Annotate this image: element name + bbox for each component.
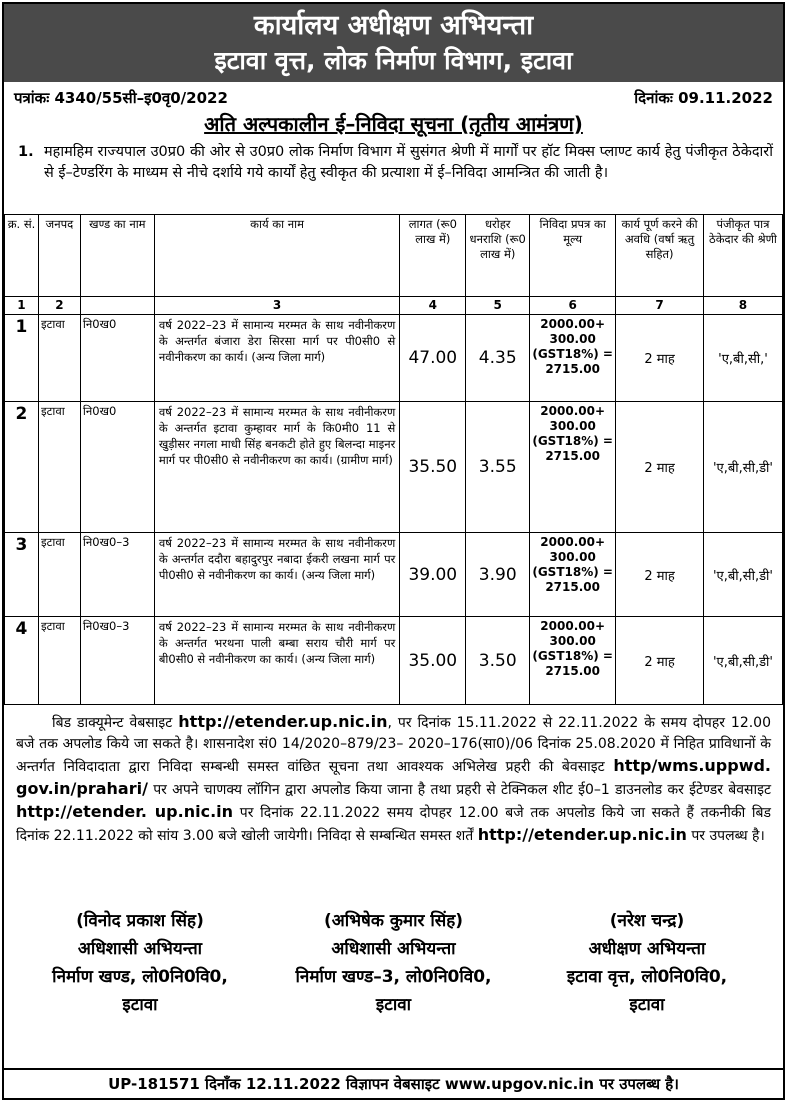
row-class: 'ए,बी,सी,डी' <box>703 617 782 705</box>
reference-row <box>4 82 783 110</box>
row-division: नि0ख0–3 <box>80 617 154 705</box>
column-number-row <box>5 297 783 315</box>
signatory-place: इटावा <box>629 995 665 1015</box>
row-district: इटावा <box>38 617 80 705</box>
row-time: 2 माह <box>616 617 704 705</box>
signatory-designation: अधिशासी अभियन्ता <box>331 939 456 959</box>
fee-line: 300.00 <box>549 332 596 346</box>
signatory <box>20 907 260 1027</box>
col-number: 7 <box>616 297 704 315</box>
intro-number: 1. <box>18 144 34 160</box>
signatory-place: इटावा <box>122 995 158 1015</box>
tender-table <box>4 214 783 705</box>
col-header: धरोहर धनराशि (रू0 लाख में) <box>466 215 530 297</box>
bid-text-1: बिड डाक्यूमेन्ट वेबसाइट <box>52 715 173 731</box>
col-number: 1 <box>5 297 39 315</box>
signatory-office: इटावा वृत्त, लो0नि0वि0, <box>566 967 728 987</box>
row-cost: 39.00 <box>400 533 466 617</box>
row-district: इटावा <box>38 533 80 617</box>
fee-line: (GST18%) = <box>532 347 613 361</box>
office-title: कार्यालय अधीक्षण अभियन्ता <box>253 10 534 41</box>
row-division: नि0ख0–3 <box>80 533 154 617</box>
row-class: 'ए,बी,सी,डी' <box>703 533 782 617</box>
office-header <box>4 4 783 82</box>
row-serial: 3 <box>5 533 39 617</box>
signatory-name: (अभिषेक कुमार सिंह) <box>323 911 464 931</box>
row-fee <box>530 617 616 705</box>
fee-line: 2715.00 <box>545 449 600 463</box>
prahari-link[interactable]: http/wms.uppwd. gov.in/prahari/ <box>16 756 772 798</box>
row-time: 2 माह <box>616 533 704 617</box>
tender-notice <box>2 2 785 1100</box>
fee-line: 2715.00 <box>545 362 600 376</box>
col-header: खण्ड का नाम <box>80 215 154 297</box>
row-time: 2 माह <box>616 402 704 533</box>
etender-link-2[interactable]: http://etender. up.nic.in <box>16 802 234 821</box>
col-number: 3 <box>154 297 399 315</box>
row-fee <box>530 402 616 533</box>
row-earnest: 3.50 <box>466 617 530 705</box>
signatory-place: इटावा <box>375 995 412 1015</box>
col-number: 8 <box>703 297 782 315</box>
fee-line: 300.00 <box>549 419 596 433</box>
table-row <box>5 402 783 533</box>
row-earnest: 3.55 <box>466 402 530 533</box>
office-subtitle: इटावा वृत्त, लोक निर्माण विभाग, इटावा <box>214 46 573 75</box>
col-header: लागत (रू0 लाख में) <box>400 215 466 297</box>
signatory-name: (विनोद प्रकाश सिंह) <box>76 911 204 931</box>
fee-line: 2000.00+ <box>540 404 606 418</box>
row-fee <box>530 533 616 617</box>
fee-line: 300.00 <box>549 550 596 564</box>
table-row <box>5 533 783 617</box>
col-header: क्र. सं. <box>5 215 39 297</box>
row-class: 'ए,बी,सी,' <box>703 315 782 402</box>
col-number: 4 <box>400 297 466 315</box>
fee-line: 300.00 <box>549 634 596 648</box>
row-cost: 35.50 <box>400 402 466 533</box>
row-work: वर्ष 2022–23 में सामान्य मरम्मत के साथ नवीनीकरण के अन्तर्गत ददौरा बहादुरपुर नबादा ईकरी लखना मार्ग पर पी0सी0 से नवीनीकरण का कार्य। (अन्य जिला मार्ग) <box>154 533 399 617</box>
etender-link-3[interactable]: http://etender.up.nic.in <box>477 825 687 844</box>
letter-date: दिनांकः 09.11.2022 <box>634 89 773 107</box>
col-header: निविदा प्रपत्र का मूल्य <box>530 215 616 297</box>
notice-subject: अति अल्पकालीन ई–निविदा सूचना (तृतीय आमंत्रण) <box>204 112 583 136</box>
signatory-office: निर्माण खण्ड–3, लो0नि0वि0, <box>295 967 492 987</box>
bid-text-2: , पर दिनांक 15.11.2022 से 22.11.2022 के समय दोपहर 12.00 बजे तक अपलोड किये जा सकते है। शासनादेश सं0 14/2020–879/23– 2020–176(सा0)/06 दिनांक 25.08.2020 में निहित प्राविधानों के अन्तर्गत निविदादाता द्वारा निविदा सम्बन्धी समस्त वांछित सूचना तथा आवश्यक अभिलेख प्रहरी की बेवसाइट <box>16 715 771 775</box>
col-header: पंजीकृत पात्र ठेकेदार की श्रेणी <box>703 215 782 297</box>
table-row <box>5 315 783 402</box>
fee-line: 2000.00+ <box>540 619 606 633</box>
bid-text-5: पर उपलब्ध है। <box>691 828 765 844</box>
row-fee <box>530 315 616 402</box>
row-division: नि0ख0 <box>80 315 154 402</box>
fee-line: (GST18%) = <box>532 434 613 448</box>
signatory-designation: अधिशासी अभियन्ता <box>77 939 203 959</box>
advertisement-footer: UP-181571 दिनाँक 12.11.2022 विज्ञापन वेबसाइट www.upgov.nic.in पर उपलब्ध है। <box>4 1068 783 1098</box>
col-number: 6 <box>530 297 616 315</box>
row-division: नि0ख0 <box>80 402 154 533</box>
etender-link[interactable]: http://etender.up.nic.in <box>178 712 388 731</box>
fee-line: 2000.00+ <box>540 535 606 549</box>
signatory <box>527 907 767 1027</box>
col-header: कार्य का नाम <box>154 215 399 297</box>
row-serial: 2 <box>5 402 39 533</box>
col-number <box>80 297 154 315</box>
fee-line: 2715.00 <box>545 580 600 594</box>
fee-line: (GST18%) = <box>532 649 613 663</box>
row-cost: 47.00 <box>400 315 466 402</box>
signatory-name: (नरेश चन्द्र) <box>609 911 685 931</box>
row-work: वर्ष 2022–23 में सामान्य मरम्मत के साथ नवीनीकरण के अन्तर्गत इटावा कुम्हावर मार्ग के कि0मी0 11 से खुड़ीसर नगला माधी सिंह बनकटी होते हुए बिलन्दा माइनर मार्ग पर पी0सी0 से नवीनीकरण का कार्य। (ग्रामीण मार्ग) <box>154 402 399 533</box>
col-header: कार्य पूर्ण करने की अवधि (वर्षा ऋतु सहित) <box>616 215 704 297</box>
col-number: 2 <box>38 297 80 315</box>
row-class: 'ए,बी,सी,डी' <box>703 402 782 533</box>
row-district: इटावा <box>38 402 80 533</box>
row-earnest: 4.35 <box>466 315 530 402</box>
row-serial: 1 <box>5 315 39 402</box>
col-header: जनपद <box>38 215 80 297</box>
table-header-row <box>5 215 783 297</box>
row-earnest: 3.90 <box>466 533 530 617</box>
table-row <box>5 617 783 705</box>
bid-text-3: पर अपने चाणक्य लॉगिन द्वारा अपलोड किया जाना है तथा प्रहरी से टेक्निकल शीट ई0–1 डाउनलोड कर ईटेण्डर बेवसाइट <box>153 782 772 798</box>
signatory-designation: अधीक्षण अभियन्ता <box>588 939 706 959</box>
bid-instructions <box>4 705 783 901</box>
intro-text: महामहिम राज्यपाल उ0प्र0 की ओर से उ0प्र0 लोक निर्माण विभाग में सुसंगत श्रेणी में मार्गों पर हॉट मिक्स प्लाण्ट कार्य हेतु पंजीकृत ठेकेदारों से ई–टेण्डरिंग के माध्यम से नीचे दर्शाये गये कार्यों हेतु स्वीकृत की प्रत्याशा में ई–निविदा आमन्त्रित की जाती है। <box>44 144 773 181</box>
intro-paragraph <box>4 142 783 214</box>
fee-line: 2000.00+ <box>540 317 606 331</box>
row-work: वर्ष 2022–23 में सामान्य मरम्मत के साथ नवीनीकरण के अन्तर्गत भरथना पाली बम्बा सराय चौरी मार्ग पर बी0सी0 से नवीनीकरण का कार्य। (अन्य जिला मार्ग) <box>154 617 399 705</box>
row-serial: 4 <box>5 617 39 705</box>
row-time: 2 माह <box>616 315 704 402</box>
row-work: वर्ष 2022–23 में सामान्य मरम्मत के साथ नवीनीकरण के अन्तर्गत बंजारा डेरा सिरसा मार्ग पर पी0सी0 से नवीनीकरण का कार्य। (अन्य जिला मार्ग) <box>154 315 399 402</box>
fee-line: 2715.00 <box>545 664 600 678</box>
signatory-office: निर्माण खण्ड, लो0नि0वि0, <box>52 967 228 987</box>
bid-text-4: पर दिनांक 22.11.2022 समय दोपहर 12.00 बजे तक अपलोड किये जा सकते हैं तकनीकी बिड दिनांक 22.11.2022 को सांय 3.00 बजे खोली जायेगी। निविदा से सम्बन्धित समस्त शर्तें <box>16 805 772 844</box>
letter-number: पत्रांकः 4340/55सी–इ0वृ0/2022 <box>14 89 228 107</box>
signatory <box>274 907 514 1027</box>
row-cost: 35.00 <box>400 617 466 705</box>
row-district: इटावा <box>38 315 80 402</box>
fee-line: (GST18%) = <box>532 565 613 579</box>
col-number: 5 <box>466 297 530 315</box>
signature-block <box>4 901 783 1027</box>
